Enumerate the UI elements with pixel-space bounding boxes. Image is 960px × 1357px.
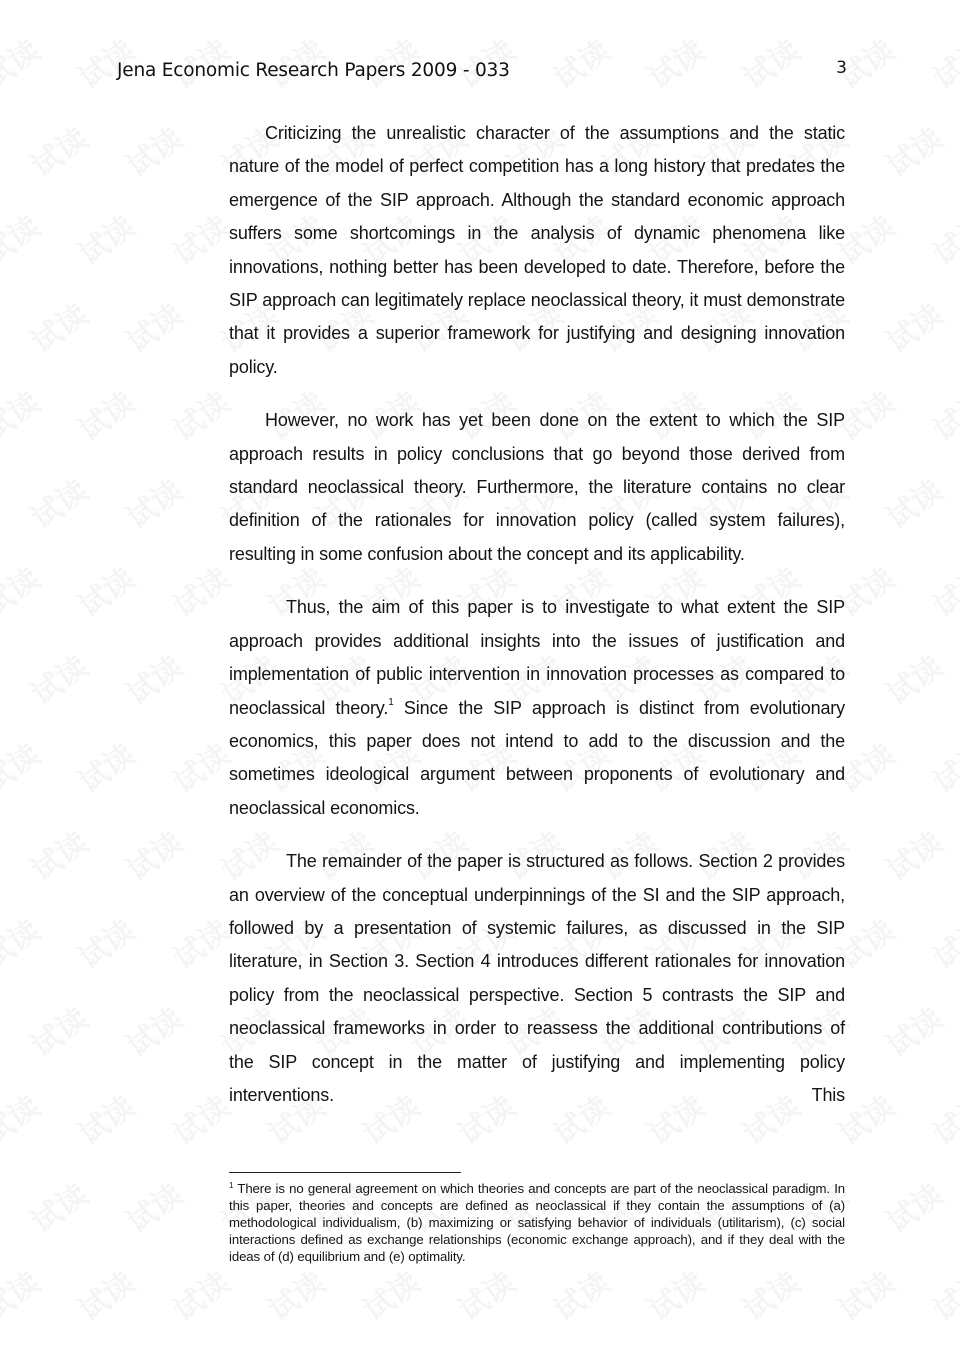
- watermark-mark: [306, 1347, 380, 1357]
- watermark-mark: [496, 1347, 570, 1357]
- watermark-mark: [876, 995, 950, 1065]
- watermark-mark: [401, 1347, 475, 1357]
- watermark-mark: [21, 1171, 95, 1241]
- watermark-mark: [0, 203, 47, 273]
- watermark-mark: [21, 995, 95, 1065]
- footnote-number: 1: [229, 1181, 234, 1190]
- watermark-mark: [543, 1259, 617, 1329]
- watermark-mark: [923, 203, 960, 273]
- paragraph: The remainder of the paper is structured as follows. Section 2 provides an overview of the conceptual underpinnings of the SI and the SIP approach, followed by a presentation of systemic failures, as discussed in the SIP literature, in Section 3. Section 4 introduces different rationales for innovation policy from the neoclassical perspective. Section 5 contrasts the SIP and neoclassical frameworks in order to reassess the additional contributions of the SIP concept in the matter of justifying and implementing policy interventions. This: [229, 851, 845, 1105]
- watermark-mark: [923, 731, 960, 801]
- paragraph: [229, 591, 845, 825]
- watermark-mark: [163, 555, 237, 625]
- watermark-mark: [21, 115, 95, 185]
- watermark-mark: [116, 1171, 190, 1241]
- watermark-mark: [68, 1083, 142, 1153]
- watermark-mark: [116, 115, 190, 185]
- watermark-mark: [0, 731, 47, 801]
- page-header: [117, 58, 847, 88]
- paragraph-text: Since the SIP approach is distinct from evolutionary economics, this paper does not intend to add to the discussion and the sometimes ideological argument between proponents of evolutionary and neoclassical economics.: [229, 697, 845, 818]
- watermark-mark: [923, 1259, 960, 1329]
- watermark-mark: [0, 555, 47, 625]
- watermark-mark: [68, 731, 142, 801]
- watermark-mark: [923, 379, 960, 449]
- watermark-mark: [781, 1347, 855, 1357]
- watermark-mark: [876, 819, 950, 889]
- watermark-mark: [733, 1259, 807, 1329]
- body-text: [229, 117, 845, 1132]
- watermark-mark: [0, 27, 47, 97]
- paragraph: However, no work has yet been done on the extent to which the SIP approach results in policy conclusions that go beyond those derived from standard neoclassical theory. Furthermore, the literature contains no clear definition of the rationales for innovation policy (called system failures), resulting in some confusion about the concept and its applicability.: [229, 410, 845, 564]
- watermark-mark: [21, 1347, 95, 1357]
- watermark-mark: [163, 379, 237, 449]
- watermark-mark: [21, 643, 95, 713]
- paragraph: Criticizing the unrealistic character of the assumptions and the static nature of the model of perfect competition has a long history that predates the emergence of the SIP approach. Although the standard economic approach suffers some shortcomings in the analysis of dynamic phenomena like innovations, nothing better has been developed to date. Therefore, before the SIP approach can legitimately replace neoclassical theory, it must demonstrate that it provides a superior framework for justifying and designing innovation policy.: [229, 123, 845, 377]
- footnote-reference[interactable]: 1: [388, 696, 394, 708]
- watermark-mark: [876, 467, 950, 537]
- footnote-text: There is no general agreement on which theories and concepts are part of the neoclassical paradigm. In this paper, theories and concepts are defined as neoclassical if they contain the assumptions of (a) methodological individualism, (b) maximizing or satisfying behavior of individuals (utilitarism), (c) social interactions defined as exchange relationships (economic exchange approach), and if they deal with the ideas of (d) equilibrium and (e) optimality.: [229, 1181, 845, 1264]
- watermark-mark: [0, 1259, 47, 1329]
- journal-title: Jena Economic Research Papers 2009 - 033: [117, 60, 510, 81]
- watermark-mark: [0, 379, 47, 449]
- watermark-mark: [116, 1347, 190, 1357]
- watermark-mark: [923, 1083, 960, 1153]
- watermark-mark: [163, 203, 237, 273]
- watermark-mark: [448, 1259, 522, 1329]
- watermark-mark: [876, 643, 950, 713]
- watermark-mark: [923, 907, 960, 977]
- watermark-mark: [211, 1347, 285, 1357]
- watermark-mark: [923, 555, 960, 625]
- watermark-mark: [163, 1083, 237, 1153]
- watermark-mark: [828, 1259, 902, 1329]
- footnote-divider: [229, 1172, 461, 1173]
- watermark-mark: [116, 819, 190, 889]
- page-number: 3: [836, 58, 847, 78]
- watermark-mark: [876, 1171, 950, 1241]
- watermark-mark: [116, 291, 190, 361]
- watermark-mark: [876, 115, 950, 185]
- watermark-mark: [68, 379, 142, 449]
- watermark-mark: [21, 291, 95, 361]
- watermark-mark: [68, 907, 142, 977]
- watermark-mark: [163, 731, 237, 801]
- watermark-mark: [68, 555, 142, 625]
- watermark-mark: [116, 467, 190, 537]
- watermark-mark: [876, 1347, 950, 1357]
- watermark-mark: [258, 1259, 332, 1329]
- watermark-mark: [0, 1083, 47, 1153]
- watermark-mark: [163, 907, 237, 977]
- watermark-mark: [21, 819, 95, 889]
- watermark-mark: [116, 995, 190, 1065]
- watermark-mark: [68, 203, 142, 273]
- watermark-mark: [163, 1259, 237, 1329]
- paragraph-text: Thus, the aim of this paper is to investigate to what extent the SIP approach provides additional insights into the issues of justification and implementation of public intervention in innovation processes as compared to neoclassical theory.: [229, 597, 845, 718]
- watermark-mark: [876, 291, 950, 361]
- watermark-mark: [353, 1259, 427, 1329]
- watermark-mark: [0, 907, 47, 977]
- footnote: [229, 1181, 845, 1266]
- watermark-mark: [21, 467, 95, 537]
- watermark-mark: [686, 1347, 760, 1357]
- watermark-mark: [591, 1347, 665, 1357]
- watermark-mark: [638, 1259, 712, 1329]
- watermark-mark: [68, 1259, 142, 1329]
- watermark-mark: [923, 27, 960, 97]
- watermark-mark: [116, 643, 190, 713]
